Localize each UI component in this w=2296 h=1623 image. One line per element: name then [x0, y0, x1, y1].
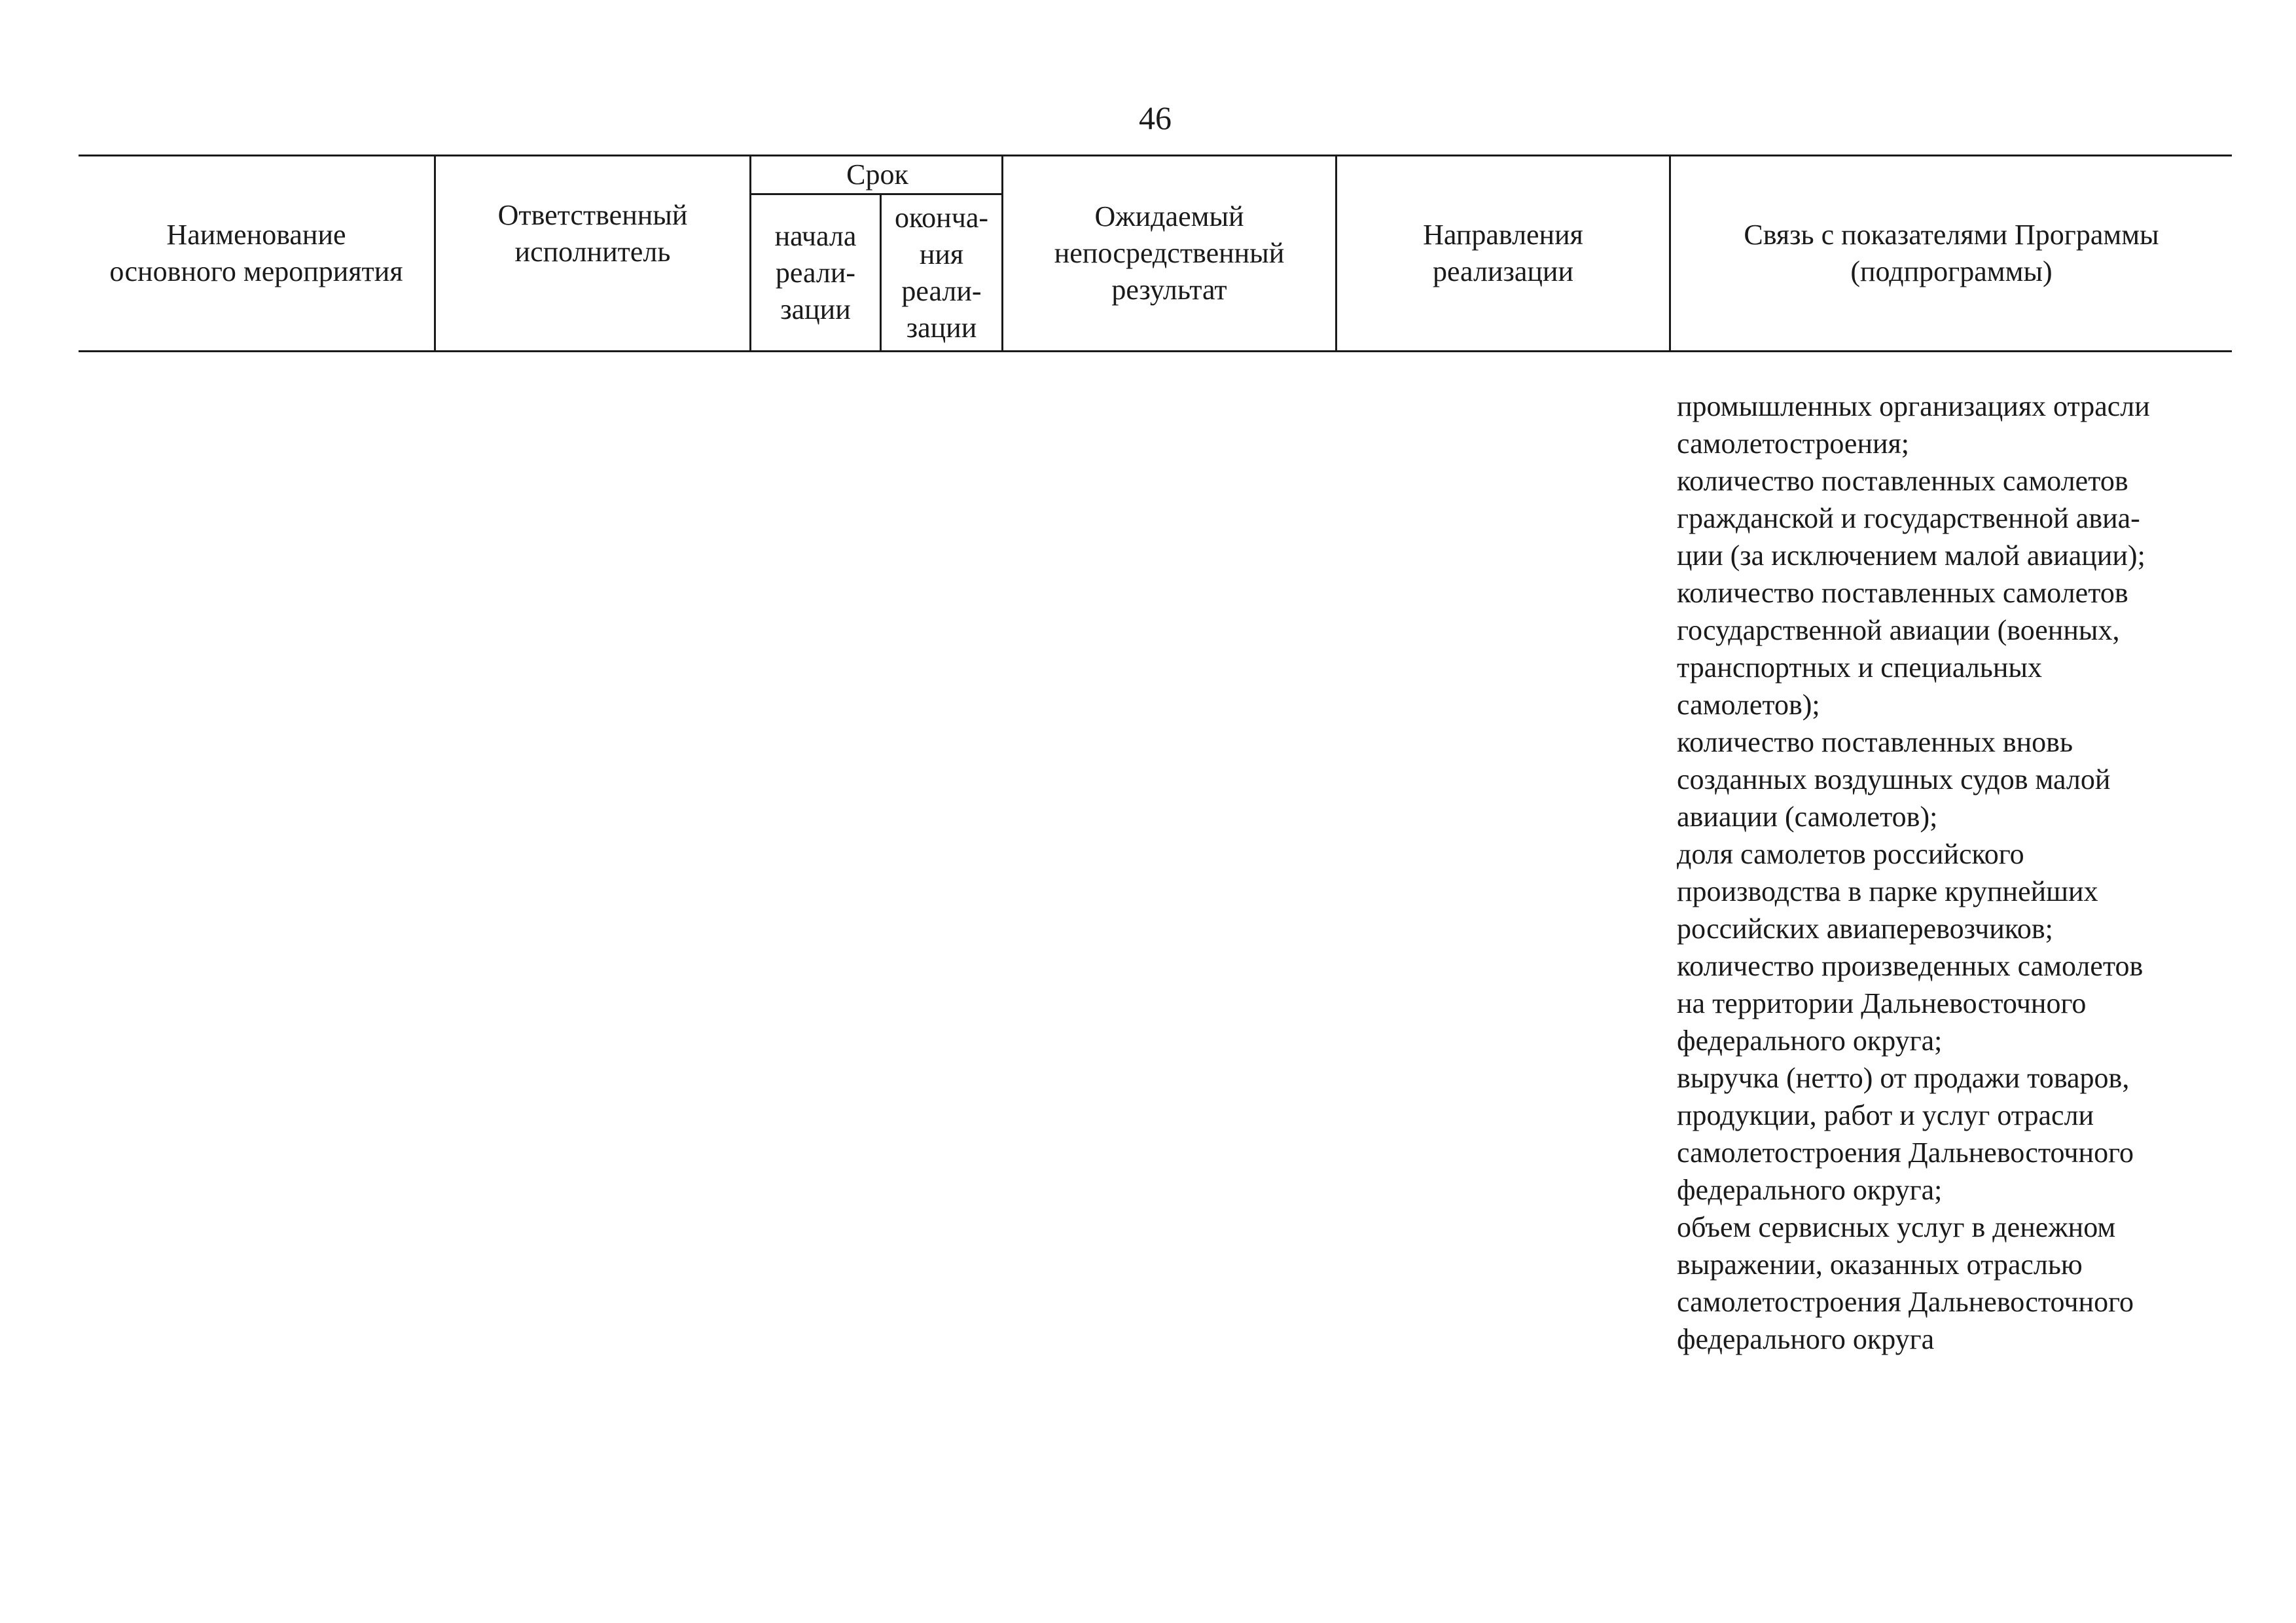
page-number: 46 [1139, 100, 1172, 136]
header-name: Наименование основного мероприятия [109, 219, 403, 287]
text-line: производства в парке крупнейших [1677, 875, 2098, 907]
text-line: доля самолетов российского [1677, 838, 2024, 870]
text-line: выручка (нетто) от продажи товаров, [1677, 1062, 2130, 1094]
header-executor: Ответственный исполнитель [497, 199, 688, 268]
text-line: количество поставленных самолетов [1677, 465, 2128, 497]
text-line: федерального округа; [1677, 1174, 1943, 1206]
text-line: количество поставленных самолетов [1677, 577, 2128, 609]
text-line: российских авиаперевозчиков; [1677, 913, 2053, 945]
text-line: государственной авиации (военных, [1677, 614, 2120, 646]
text-line: промышленных организациях отрасли [1677, 390, 2150, 422]
text-line: авиации (самолетов); [1677, 801, 1938, 833]
text-line: федерального округа [1677, 1323, 1935, 1355]
text-line: самолетостроения Дальневосточного [1677, 1286, 2134, 1318]
text-line: гражданской и государственной авиа- [1677, 502, 2140, 534]
text-line: количество произведенных самолетов [1677, 950, 2144, 982]
header-directions: Направления реализации [1423, 219, 1583, 287]
text-line: созданных воздушных судов малой [1677, 763, 2111, 795]
text-line: федерального округа; [1677, 1025, 1943, 1057]
text-line: количество поставленных вновь [1677, 726, 2073, 758]
text-line: транспортных и специальных [1677, 651, 2042, 684]
header-term: Срок [846, 158, 908, 191]
text-line: самолетостроения; [1677, 428, 1910, 460]
text-line: выражении, оказанных отраслью [1677, 1249, 2083, 1281]
header-term-end: оконча- ния реали- зации [895, 201, 988, 344]
text-line: ции (за исключением малой авиации); [1677, 539, 2145, 572]
text-line: объем сервисных услуг в денежном [1677, 1211, 2116, 1243]
table-header [79, 155, 2232, 352]
text-line: самолетов); [1677, 689, 1820, 721]
header-term-start: начала реали- зации [774, 219, 857, 325]
text-line: продукции, работ и услуг отрасли [1677, 1099, 2094, 1131]
text-line: на территории Дальневосточного [1677, 987, 2087, 1019]
indicators-text [1677, 388, 2240, 1358]
header-result: Ожидаемый непосредственный результат [1054, 200, 1285, 306]
text-line: самолетостроения Дальневосточного [1677, 1137, 2134, 1169]
header-link-indicators: Связь с показателями Программы (подпрограммы) [1744, 219, 2159, 287]
